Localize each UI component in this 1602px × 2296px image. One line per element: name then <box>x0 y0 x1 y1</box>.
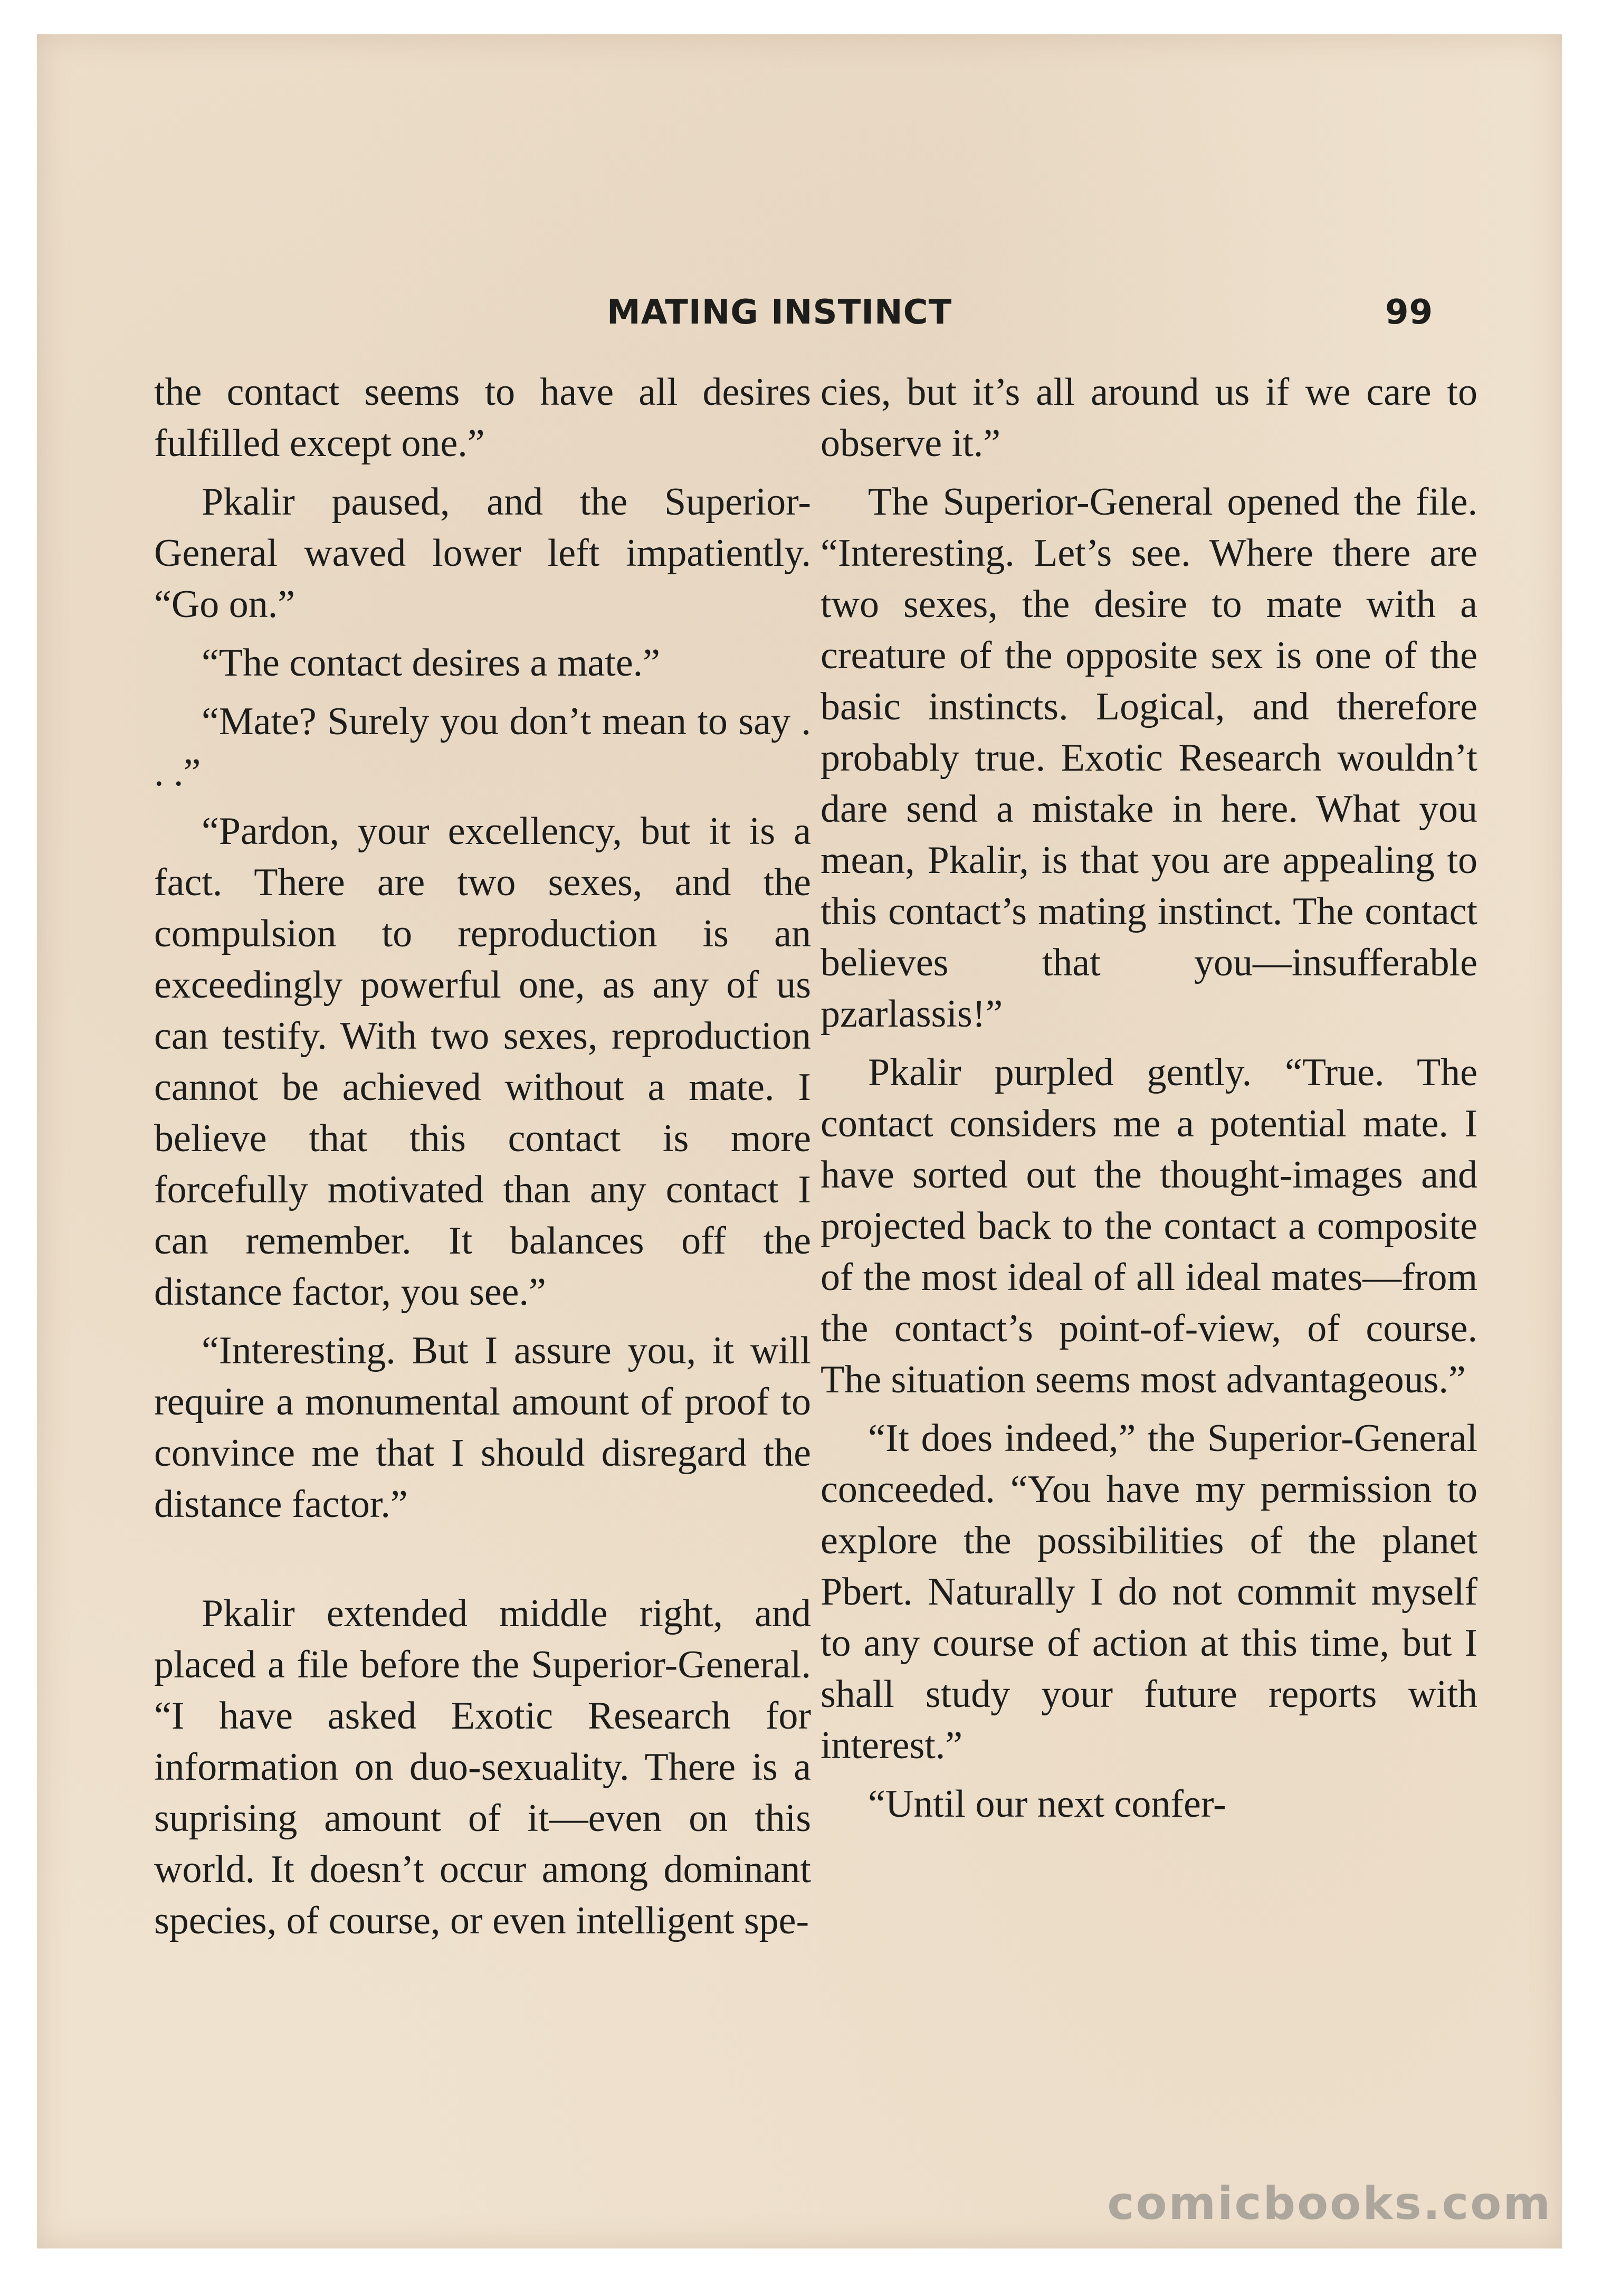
page-header <box>37 293 1562 340</box>
paragraph: “Until our next confer- <box>868 1782 1226 1826</box>
paragraph: Pkalir paused, and the Superior-General waved lower left impatiently. “Go on.” <box>154 480 811 626</box>
page-number: 99 <box>1385 293 1434 332</box>
watermark-text: comicbooks.com <box>1107 2177 1552 2230</box>
left-column <box>154 367 811 1947</box>
paragraph: Pkalir purpled gently. “True. The contact considers me a potential mate. I have sorted out the thought-images and projected back to the contact a composite of the most ideal of all ideal mates—from the contact’s point-of-view, of course. The situation seems most advantageous.” <box>821 1051 1477 1401</box>
paragraph: “Mate? Surely you don’t mean to say . . .” <box>154 700 811 794</box>
paragraph: “Pardon, your excellency, but it is a fact. There are two sexes, and the compulsion to reproduction is an exceedingly powerful one, as any of us can testify. With two sexes, reproduction cannot be achieved without a mate. I believe that this contact is more forcefully motivated than any contact I can remember. It balances off the distance factor, you see.” <box>154 810 811 1314</box>
paragraph: Pkalir extended middle right, and placed a file before the Superior-General. “I have asked Exotic Research for information on duo-sexuality. There is a suprising amount of it—even on this world. It doesn’t occur among dominant species, of course, or even intelligent spe- <box>154 1592 811 1942</box>
paragraph: The Superior-General opened the file. “Interesting. Let’s see. Where there are two sexes, the desire to mate with a creature of the opposite sex is one of the basic instincts. Logical, and therefore probably true. Exotic Research wouldn’t dare send a mistake in here. What you mean, Pkalir, is that you are appealing to this contact’s mating instinct. The contact believes that you—insufferable pzarlassis!” <box>821 480 1477 1036</box>
paragraph: cies, but it’s all around us if we care to observe it.” <box>821 371 1477 465</box>
paragraph: “It does indeed,” the Superior-General conceeded. “You have my permission to explore the possibilities of the planet Pbert. Naturally I do not commit myself to any course of action at this time, but I shall study your future reports with interest.” <box>821 1417 1477 1767</box>
paragraph: “Interesting. But I assure you, it will require a monumental amount of proof to convince me that I should disregard the distance factor.” <box>154 1329 811 1526</box>
running-title: MATING INSTINCT <box>607 293 952 332</box>
paragraph: the contact seems to have all desires fulfilled except one.” <box>154 371 811 465</box>
paragraph: “The contact desires a mate.” <box>202 641 661 685</box>
right-column <box>821 367 1477 1830</box>
printed-page <box>37 34 1562 2248</box>
